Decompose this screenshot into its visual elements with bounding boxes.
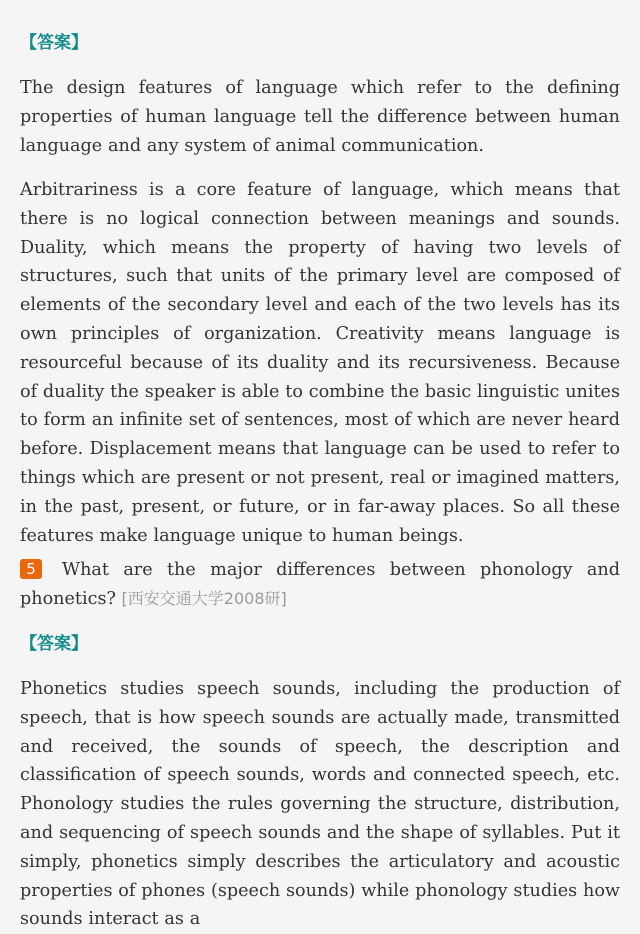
answer-label: 【答案】 <box>20 33 88 53</box>
answer-label: 【答案】 <box>20 634 88 654</box>
answer-paragraph: The design features of language which refer to the defining properties of human language tell the difference between human language and any system of animal communication. <box>20 78 620 156</box>
answer-paragraph: Phonetics studies speech sounds, including the production of speech, that is how speech sounds are actually made, transmitted and received, the sounds of speech, the description and classification of speech sounds, words and connected speech, etc. Phonology studies the rules governing the structure, distribution, and sequencing of speech sounds and the shape of syllables. Put it simply, phonetics simply describes the articulatory and acoustic properties of phones (speech sounds) while phonology studies how sounds interact as a <box>20 679 620 930</box>
question-text: What are the major differences between phonology and phonetics? <box>20 560 620 609</box>
answer-paragraph: Arbitrariness is a core feature of language, which means that there is no logical connection between meanings and sounds. Duality, which means the property of having two levels of structures, such that units of the primary level are composed of elements of the secondary level and each of the two levels has its own principles of organization. Creativity means language is resourceful because of its duality and its recursiveness. Because of duality the speaker is able to combine the basic linguistic unites to form an infinite set of sentences, most of which are never heard before. Displacement means that language can be used to refer to things which are present or not present, real or imagined matters, in the past, present, or future, or in far-away places. So all these features make language unique to human beings. <box>20 180 620 546</box>
question-source: [西安交通大学2008研] <box>121 588 287 608</box>
question-5 <box>20 556 620 614</box>
question-number-badge: 5 <box>20 559 42 579</box>
